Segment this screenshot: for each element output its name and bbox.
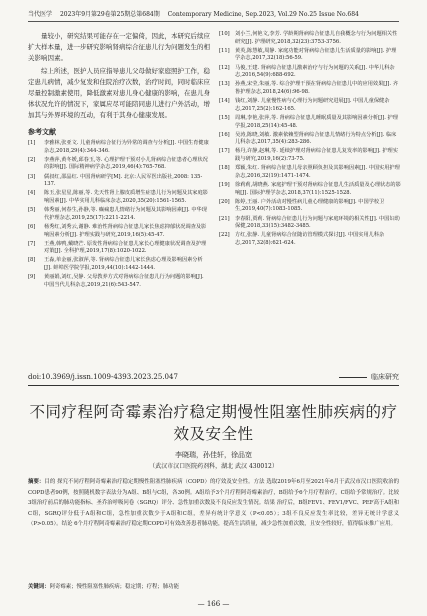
abstract-text: 目的 探究不同疗程阿奇霉素治疗稳定期慢性阻塞性肺疾病（COPD）的疗效及安全性。方法 选取2019年6月至2021年6月于武汉市汉口医院收治的COPD患者90例，按照随机数字表法分为A组、B组与C组，各30例。A组给予3个月疗程阿奇霉素治疗，B组给予6个月疗程治疗，C组给予常规治疗。比较3组治疗前后的肺功能指标、圣乔治呼吸问卷（SGRQ）评分、急性加重次数及不良反应发生情况。结果 治疗后，B组FEV1、FEV1/FVC、PEF高于A组和C组，SGRQ评分低于A组和C组，急性加重次数少于A组和C组，差异有统计学意义（P<0.05）；3组不良反应发生率比较，差异无统计学意义（P>0.05）。结论 6个月疗程阿奇霉素治疗稳定期COPD可有效改善患者肺功能，提高生活质量，减少急性加重次数，且安全性较好，值得临床推广应用。 xyxy=(28,479,399,527)
reference-text: 儒叔红,邵晶红. 中国肾病研学[M]. 北京:人民军医出版社,2008: 135-137. xyxy=(44,173,203,188)
reference-text: 陈婷,王丽. 户外活动对慢性病儿童心理健康的影响[J]. 中国学校卫生,2019,40(7):1083-1085. xyxy=(235,198,385,213)
reference-text: 孙燕,宋莹,朱丽,等. 综合护理干预在肾病综合征患儿中的应用效果[J]. 齐鲁护理杂志,2018,24(6):96-98. xyxy=(235,81,398,95)
left-column xyxy=(28,31,210,291)
reference-number: [1] xyxy=(28,140,36,146)
reference-number: [8] xyxy=(28,257,36,264)
right-column xyxy=(219,31,401,249)
reference-item xyxy=(219,81,401,96)
reference-text: 王燕,韩鸭,戴晓芒. 原发性肾病综合征患儿家长心理健康状况调查及护理对策[J]. 全科护理,2019,17(8):1020-1022. xyxy=(44,240,207,255)
reference-text: 郑颖,朱红. 肾病综合征患儿母亲照顾负担及其影响因素[J]. 中国实用护理杂志,2016,32(19):1471-1474. xyxy=(235,165,400,179)
reference-number: [9] xyxy=(28,274,36,281)
reference-item xyxy=(219,216,401,231)
keywords-label: 关键词： xyxy=(28,584,50,590)
reference-item xyxy=(219,98,401,113)
reference-item xyxy=(219,115,401,130)
reference-text: 李雅林,张亚文. 儿童肾病综合征行为异常的调查与分析[J]. 中国生育健康杂志,2018,29(4):344-346. xyxy=(44,140,209,154)
reference-list xyxy=(28,140,210,289)
reference-item xyxy=(28,157,210,172)
keywords-text: 阿奇霉素；慢性阻塞性肺疾病；稳定期；疗程；肺功能 xyxy=(49,584,179,590)
doi-line xyxy=(28,371,399,383)
reference-item xyxy=(28,207,210,222)
reference-number: [4] xyxy=(28,190,36,197)
reference-text: 钱红,刘静. 儿童慢性病与心理行为问题研究进展[J]. 中国儿童保健杂志,2017,25(2):162-165. xyxy=(235,98,390,112)
body-paragraph: 综上所述，医护人员应指导患儿父母做好家庭照护工作，稳定患儿病情，减少复发和住院治疗次数，治疗时间，同时临床应尽量控制激素使用，降低激素对患儿身心健康的影响，在患儿身体状况允许的情况下，家属应尽可能陪同患儿进行户外活动，增加其与外界环境的互动，有利于其身心健康发展。 xyxy=(28,67,210,119)
reference-item xyxy=(28,190,210,205)
reference-text: 杨秀红,刘秀云,谢静. 难治性肾病综合征患儿家长焦虑抑郁状况调查及影响因素分析[J]. 护理实践与研究,2019,16(5):45-47. xyxy=(44,223,207,238)
article-affiliation: （武汉市汉口医院药剂科，湖北 武汉 430012） xyxy=(149,463,278,470)
reference-item xyxy=(28,241,210,256)
reference-item xyxy=(28,274,210,289)
references-heading: 参考文献 xyxy=(28,127,56,136)
reference-text: 刘小兰,何艳文,李芳. 学龄期肾病综合征患儿自我概念与行为问题相关性研究[J]. 护理研究,2018,32(23):3753-3756. xyxy=(235,31,398,45)
reference-text: 陈玉,张星星,陈丽,等. 先天性肾上腺皮质增生症患儿行为问题及其家庭影响因素[J]. 中华实用儿科临床杂志,2020,35(20):1561-1565. xyxy=(44,190,208,204)
reference-text: 黄英,陈慧敏,周静. 家庭功能对肾病综合征患儿生活质量的影响[J]. 护理学杂志,2017,32(18):56-59. xyxy=(235,47,397,62)
divider xyxy=(28,385,399,386)
reference-number: [11] xyxy=(219,47,230,54)
reference-number: [3] xyxy=(28,173,36,180)
reference-text: 吴涛,陈晓,刘敏. 激素依赖型肾病综合征患儿情绪行为特点分析[J]. 临床儿科杂志,2017,35(4):283-286. xyxy=(235,131,397,146)
abstract xyxy=(28,477,399,530)
reference-number: [14] xyxy=(219,98,230,105)
reference-item xyxy=(219,48,401,63)
reference-item xyxy=(28,174,210,189)
article-authors: 李晓瑞，孙佳轩，徐品宽 xyxy=(175,451,252,459)
article-title: 不同疗程阿奇霉素治疗稳定期慢性阻塞性肺疾病的疗效及安全性 xyxy=(29,403,398,443)
reference-item xyxy=(219,232,401,247)
reference-item xyxy=(219,165,401,180)
reference-number: [6] xyxy=(28,223,36,230)
reference-item xyxy=(219,148,401,163)
reference-text: 徐莉莉,胡晓燕. 家庭护理干预对肾病综合征患儿生活质量及心理状态的影响[J]. 国际护理学杂志,2018,37(11):1525-1528. xyxy=(235,182,401,196)
body-paragraph: 量较小，研究结果可能存在一定偏倚，因此，本研究后续应扩大样本量，进一步研究影响肾病综合征患儿行为问题发生的相关影响因素。 xyxy=(28,32,210,62)
reference-text: 李春阳,贾莉. 肾病综合征患儿行为问题与家庭环境的相关性[J]. 中国妇幼保健,2018,33(15):3482-3485. xyxy=(235,215,400,230)
reference-text: 马俊,王建. 肾病综合征患儿激素治疗与行为问题的关系[J]. 中华儿科杂志,2016,54(9):688-692. xyxy=(235,64,395,79)
reference-number: [2] xyxy=(28,156,36,163)
reference-item xyxy=(219,31,401,46)
running-header xyxy=(28,9,399,22)
reference-item xyxy=(219,182,401,197)
reference-text: 黄丽娟,刘红,吴静. 父母教养方式对肾病综合征患儿行为问题的影响[J]. 中国当代儿科杂志,2019,21(6):543-547. xyxy=(44,274,204,288)
reference-number: [19] xyxy=(219,182,230,189)
reference-item xyxy=(219,199,401,214)
issue-info-en: Contemporary Medicine, Sep.2023, Vol.29 No.25 Issue No.684 xyxy=(167,11,359,18)
reference-text: 方红,张静. 儿童肾病综合征随访管理模式探讨[J]. 中国实用儿科杂志,2017,32(8):621-624. xyxy=(235,232,385,246)
reference-number: [21] xyxy=(219,215,230,222)
doi[interactable]: doi:10.3969/j.issn.1009-4393.2023.25.047 xyxy=(28,373,178,381)
reference-number: [15] xyxy=(219,114,230,121)
reference-text: 王淼,单金丽,张淑萍,等. 肾病综合征患儿家长焦虑心理及影响因素分析[J]. 蚌埠医学院学报,2019,44(10):1442-1444. xyxy=(44,257,203,272)
reference-number: [16] xyxy=(219,131,230,138)
abstract-label: 摘要： xyxy=(28,479,45,485)
journal-name: 当代医学 xyxy=(28,11,53,18)
reference-number: [10] xyxy=(219,31,230,37)
section-label: 临床研究 xyxy=(339,371,399,383)
reference-text: 周琳,李艳,张萍,等. 肾病综合征患儿睡眠质量及其影响因素分析[J]. 护理学报,2018,25(14):45-48. xyxy=(235,114,398,129)
reference-item xyxy=(219,65,401,80)
reference-number: [17] xyxy=(219,148,230,155)
reference-text: 杨丹,许静,赵琳,等. 延续护理对肾病综合征患儿复发率的影响[J]. 护理实践与研究,2019,16(2):73-75. xyxy=(235,148,398,163)
reference-number: [18] xyxy=(219,165,230,172)
reference-item xyxy=(28,257,210,272)
keywords xyxy=(28,583,399,592)
reference-item xyxy=(28,224,210,239)
reference-number: [22] xyxy=(219,232,230,239)
reference-number: [5] xyxy=(28,207,36,214)
reference-text: 李燕萍,黄冬媛,邱春玉,等. 心理护理干预对小儿肾病综合征患者心理状况的影响[J]. 国际精神病学杂志,2019,46(4):765-768. xyxy=(44,156,208,171)
reference-number: [7] xyxy=(28,240,36,247)
page-number: — 166 — xyxy=(197,600,230,608)
reference-number: [12] xyxy=(219,64,230,71)
issue-info-cn: 2023年9月第29卷第25期总第684期 xyxy=(59,11,160,18)
reference-text: 韩秀丽,何春生,孙静,等. 癫痫患儿情绪行为问题及其影响因素[J]. 中华现代护理杂志,2019,25(17):2211-2214. xyxy=(44,207,207,221)
reference-item xyxy=(28,140,210,155)
reference-number: [20] xyxy=(219,198,230,205)
reference-number: [13] xyxy=(219,81,230,88)
reference-item xyxy=(219,132,401,147)
